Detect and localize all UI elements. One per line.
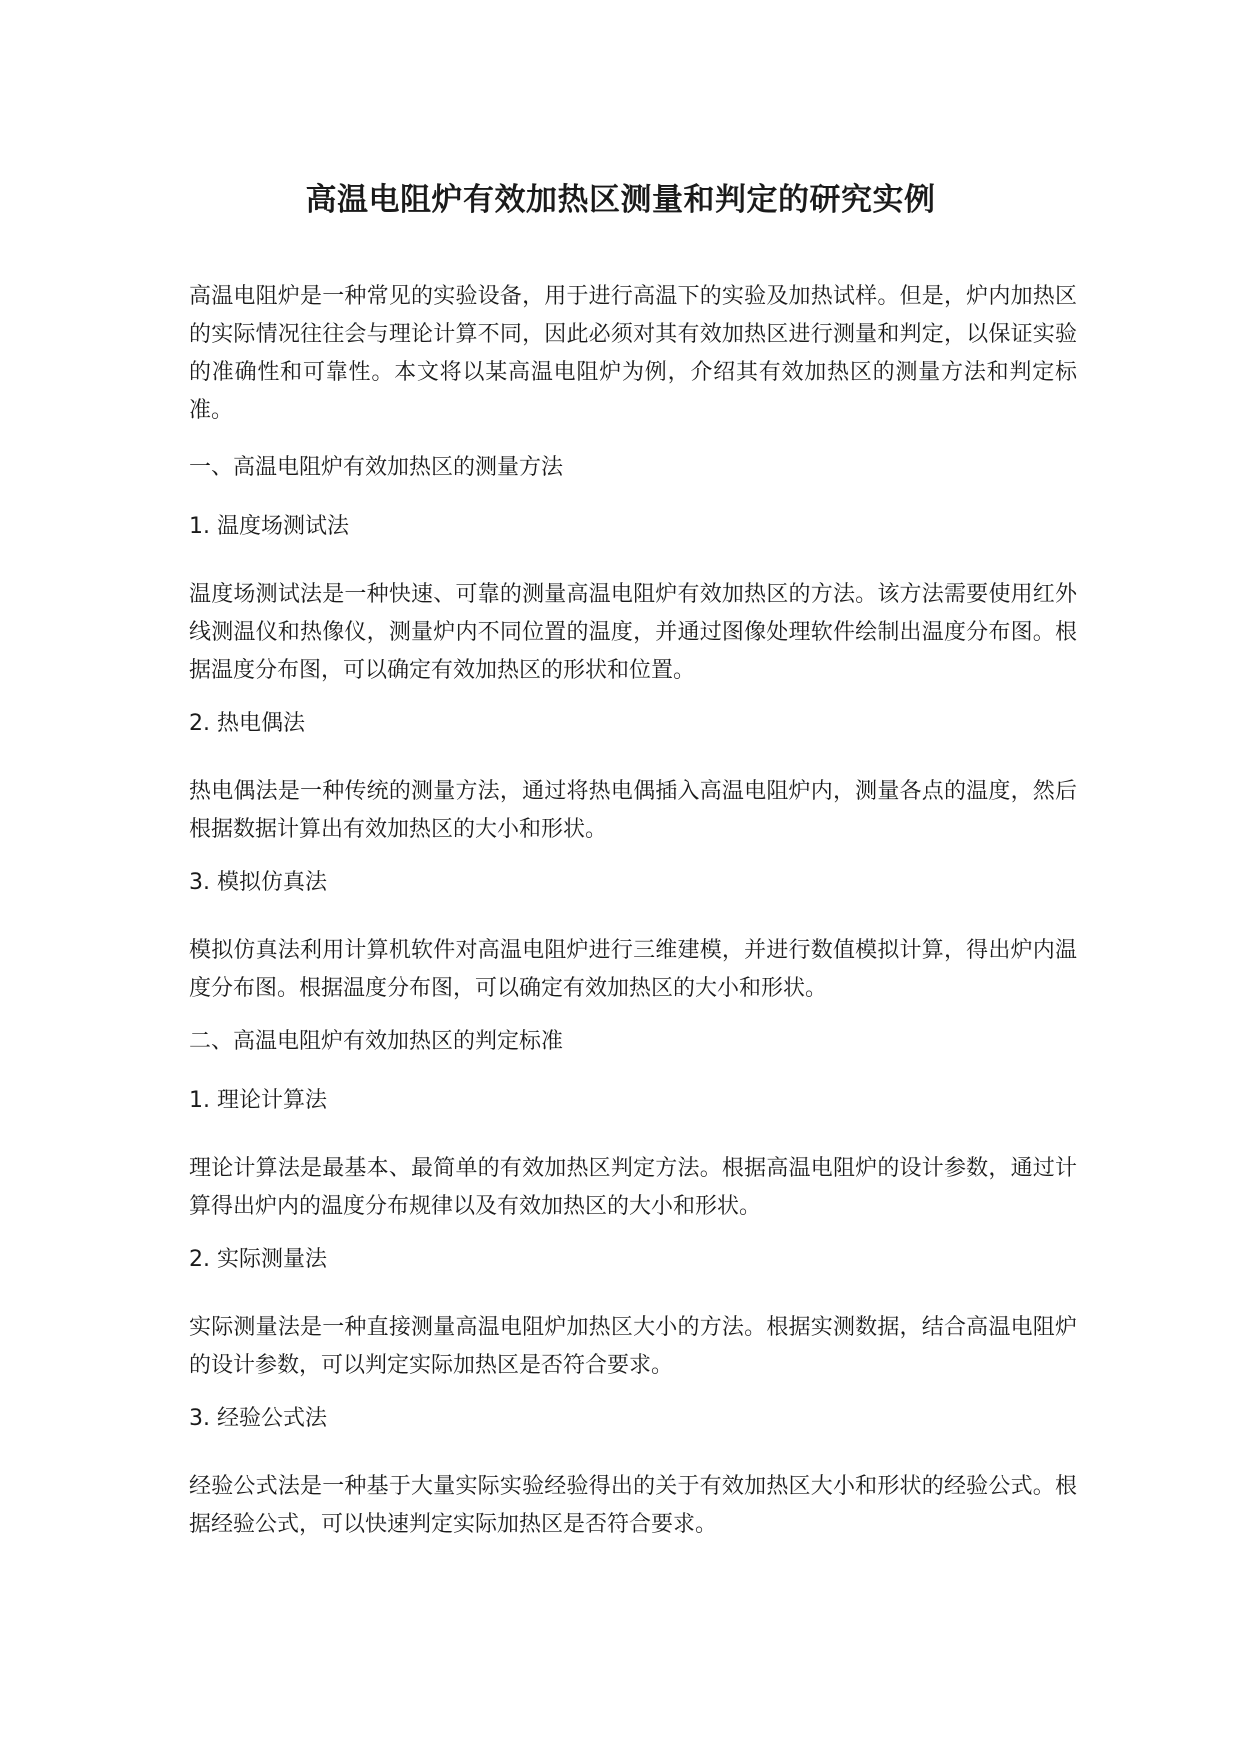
criterion-3-heading: 3. 经验公式法 xyxy=(189,1406,327,1431)
criterion-2-text: 实际测量法是一种直接测量高温电阻炉加热区大小的方法。根据实测数据，结合高温电阻炉的设计参数，可以判定实际加热区是否符合要求。 xyxy=(189,1315,1077,1378)
method-2-text: 热电偶法是一种传统的测量方法，通过将热电偶插入高温电阻炉内，测量各点的温度，然后根据数据计算出有效加热区的大小和形状。 xyxy=(189,779,1077,842)
section-2-heading: 二、高温电阻炉有效加热区的判定标准 xyxy=(189,1029,564,1054)
method-1-text: 温度场测试法是一种快速、可靠的测量高温电阻炉有效加热区的方法。该方法需要使用红外线测温仪和热像仪，测量炉内不同位置的温度，并通过图像处理软件绘制出温度分布图。根据温度分布图，可以确定有效加热区的形状和位置。 xyxy=(189,582,1077,683)
criterion-2-heading: 2. 实际测量法 xyxy=(189,1247,327,1272)
criterion-1-heading: 1. 理论计算法 xyxy=(189,1088,327,1113)
intro-paragraph: 高温电阻炉是一种常见的实验设备，用于进行高温下的实验及加热试样。但是，炉内加热区的实际情况往往会与理论计算不同，因此必须对其有效加热区进行测量和判定，以保证实验的准确性和可靠性。本文将以某高温电阻炉为例，介绍其有效加热区的测量方法和判定标准。 xyxy=(189,284,1077,423)
criterion-3-text: 经验公式法是一种基于大量实际实验经验得出的关于有效加热区大小和形状的经验公式。根据经验公式，可以快速判定实际加热区是否符合要求。 xyxy=(189,1474,1077,1537)
method-3-text: 模拟仿真法利用计算机软件对高温电阻炉进行三维建模，并进行数值模拟计算，得出炉内温度分布图。根据温度分布图，可以确定有效加热区的大小和形状。 xyxy=(189,938,1077,1001)
method-2-heading: 2. 热电偶法 xyxy=(189,711,305,736)
page-title: 高温电阻炉有效加热区测量和判定的研究实例 xyxy=(305,182,936,218)
method-3-heading: 3. 模拟仿真法 xyxy=(189,870,327,895)
section-1-heading: 一、高温电阻炉有效加热区的测量方法 xyxy=(189,455,564,480)
method-1-heading: 1. 温度场测试法 xyxy=(189,514,349,539)
criterion-1-text: 理论计算法是最基本、最简单的有效加热区判定方法。根据高温电阻炉的设计参数，通过计算得出炉内的温度分布规律以及有效加热区的大小和形状。 xyxy=(189,1156,1077,1219)
